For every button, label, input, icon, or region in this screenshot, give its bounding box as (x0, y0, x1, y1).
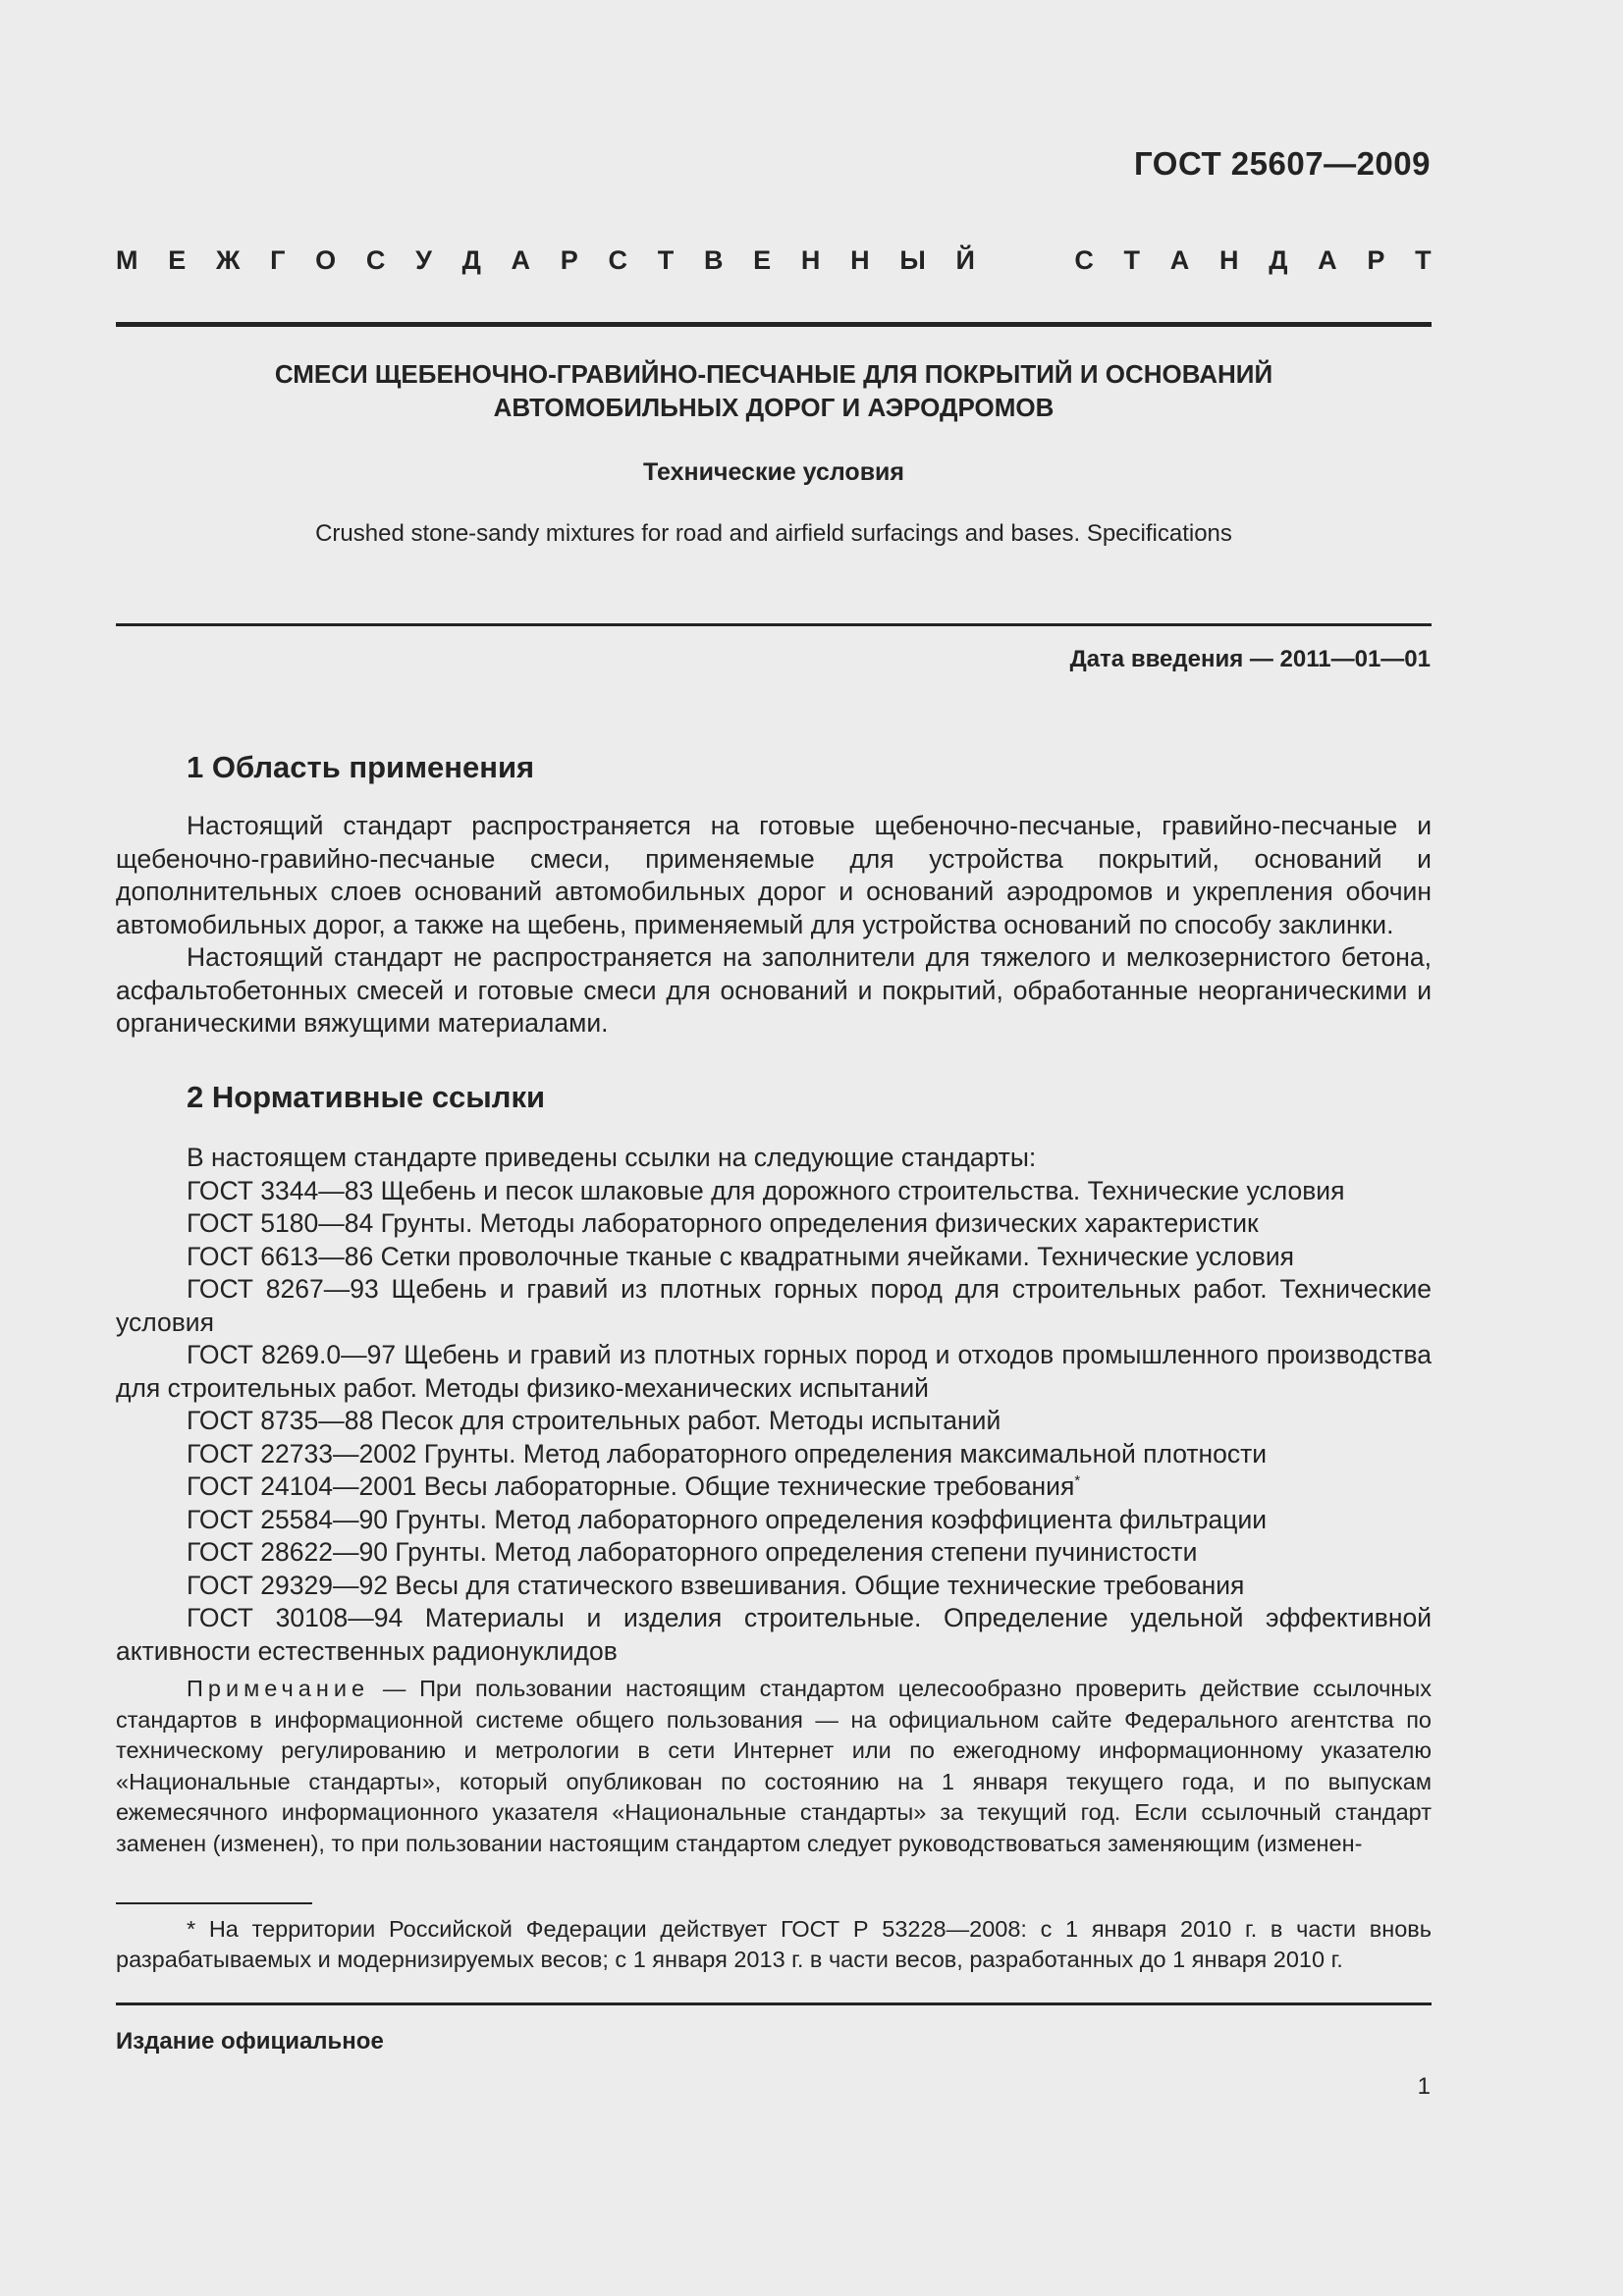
footnote (116, 1914, 1432, 1975)
footer-rule (116, 2002, 1432, 2005)
title-line-2: АВТОМОБИЛЬНЫХ ДОРОГ И АЭРОДРОМОВ (493, 393, 1055, 422)
reference-item: ГОСТ 29329—92 Весы для статического взвешивания. Общие технические требования (187, 1570, 1245, 1600)
introduction-date: Дата введения — 2011—01—01 (1069, 646, 1431, 672)
reference-item (116, 1470, 1432, 1504)
note-block (116, 1674, 1432, 1859)
letter: М (116, 245, 138, 275)
reference-item: ГОСТ 8269.0—97 Щебень и гравий из плотных горных пород и отходов промышленного производства для строительных работ. Методы физико-механических испытаний (116, 1340, 1432, 1403)
interstate-standard-label (116, 245, 1432, 276)
letter: С (365, 245, 386, 275)
letter: В (703, 245, 724, 275)
reference-item: ГОСТ 30108—94 Материалы и изделия строительные. Определение удельной эффективной активности естественных радионуклидов (116, 1603, 1432, 1666)
letter: Д (461, 245, 481, 275)
letter: Н (800, 245, 821, 275)
header-rule (116, 322, 1432, 327)
title-line-1: СМЕСИ ЩЕБЕНОЧНО-ГРАВИЙНО-ПЕСЧАНЫЕ ДЛЯ ПОКРЫТИЙ И ОСНОВАНИЙ (274, 359, 1273, 389)
reference-item: ГОСТ 28622—90 Грунты. Метод лабораторного определения степени пучинистости (187, 1537, 1198, 1567)
reference-item: ГОСТ 5180—84 Грунты. Методы лабораторного определения физических характеристик (187, 1208, 1259, 1238)
reference-item: ГОСТ 8267—93 Щебень и гравий из плотных горных пород для строительных работ. Технические условия (116, 1274, 1432, 1337)
section-1-body (116, 810, 1432, 1041)
letter: Е (168, 245, 187, 275)
reference-item: ГОСТ 8735—88 Песок для строительных работ. Методы испытаний (187, 1406, 1001, 1435)
letter: Ж (215, 245, 241, 275)
letter: Р (1367, 245, 1385, 275)
document-title (116, 357, 1432, 424)
paragraph: Настоящий стандарт не распространяется на заполнители для тяжелого и мелкозернистого бетона, асфальтобетонных смесей и готовые смеси для оснований и покрытий, обработанные неорганическими и органическими вяжущими материалами. (116, 942, 1432, 1038)
section-2-heading: 2 Нормативные ссылки (187, 1080, 546, 1114)
english-title: Crushed stone-sandy mixtures for road and airfield surfacings and bases. Specifications (315, 520, 1232, 547)
letter: А (1318, 245, 1337, 275)
letter: С (608, 245, 627, 275)
letter: С (1074, 245, 1094, 275)
letter: Ы (899, 245, 926, 275)
reference-text: ГОСТ 24104—2001 Весы лабораторные. Общие технические требования (187, 1471, 1075, 1501)
letter: Н (1218, 245, 1239, 275)
reference-item: ГОСТ 6613—86 Сетки проволочные тканые с квадратными ячейками. Технические условия (187, 1241, 1294, 1271)
document-subtitle: Технические условия (642, 458, 905, 486)
reference-item: ГОСТ 22733—2002 Грунты. Метод лабораторного определения максимальной плотности (187, 1438, 1268, 1468)
official-edition-label: Издание официальное (116, 2028, 384, 2055)
footnote-separator (116, 1902, 312, 1904)
reference-item: ГОСТ 3344—83 Щебень и песок шлаковые для дорожного строительства. Технические условия (187, 1175, 1345, 1205)
title-rule (116, 623, 1432, 626)
letter: Т (657, 245, 675, 275)
letter: Е (753, 245, 772, 275)
document-number: ГОСТ 25607—2009 (1134, 145, 1431, 182)
word-gap (1005, 245, 1045, 276)
references-list (116, 1142, 1432, 1668)
letter: Д (1269, 245, 1288, 275)
note-paragraph (116, 1674, 1432, 1859)
letter: Т (1415, 245, 1432, 275)
letter: А (511, 245, 531, 275)
letter: А (1169, 245, 1190, 275)
paragraph: Настоящий стандарт распространяется на готовые щебеночно-песчаные, гравийно-песчаные и щебеночно-гравийно-песчаные смеси, применяемые для устройства покрытий, оснований и дополнительных слоев оснований автомобильных дорог и оснований аэродромов и укрепления обочин автомобильных дорог, а также на щебень, применяемый для устройства оснований по способу заклинки. (116, 811, 1432, 939)
note-text: — При пользовании настоящим стандартом целесообразно проверить действие ссылочных стандартов в информационной системе общего пользования — на официальном сайте Федерального агентства по техническому регулированию и метрологии в сети Интернет или по ежегодному информационному указателю «Национальные стандарты», который опубликован по состоянию на 1 января текущего года, и по выпускам ежемесячного информационного указателя «Национальные стандарты» за текущий год. Если ссылочный стандарт заменен (изменен), то при пользовании настоящим стандартом следует руководствоваться заменяющим (изменен- (116, 1676, 1432, 1856)
letter: У (415, 245, 432, 275)
letter: Г (270, 245, 286, 275)
note-label: Примечание (187, 1676, 370, 1701)
letter: Н (850, 245, 870, 275)
footnote-marker: * (1074, 1472, 1081, 1490)
letter: Р (560, 245, 578, 275)
letter: О (315, 245, 337, 275)
letter: Й (955, 245, 975, 275)
section-1-heading: 1 Область применения (187, 750, 535, 784)
page-number: 1 (1417, 2073, 1431, 2100)
letter: Т (1123, 245, 1141, 275)
references-intro: В настоящем стандарте приведены ссылки на следующие стандарты: (187, 1143, 1037, 1172)
footnote-text: * На территории Российской Федерации действует ГОСТ Р 53228—2008: с 1 января 2010 г. в части вновь разрабатываемых и модернизируемых весов; с 1 января 2013 г. в части весов, разработанных до 1 января 2010 г. (116, 1916, 1432, 1972)
reference-item: ГОСТ 25584—90 Грунты. Метод лабораторного определения коэффициента фильтрации (187, 1504, 1268, 1534)
